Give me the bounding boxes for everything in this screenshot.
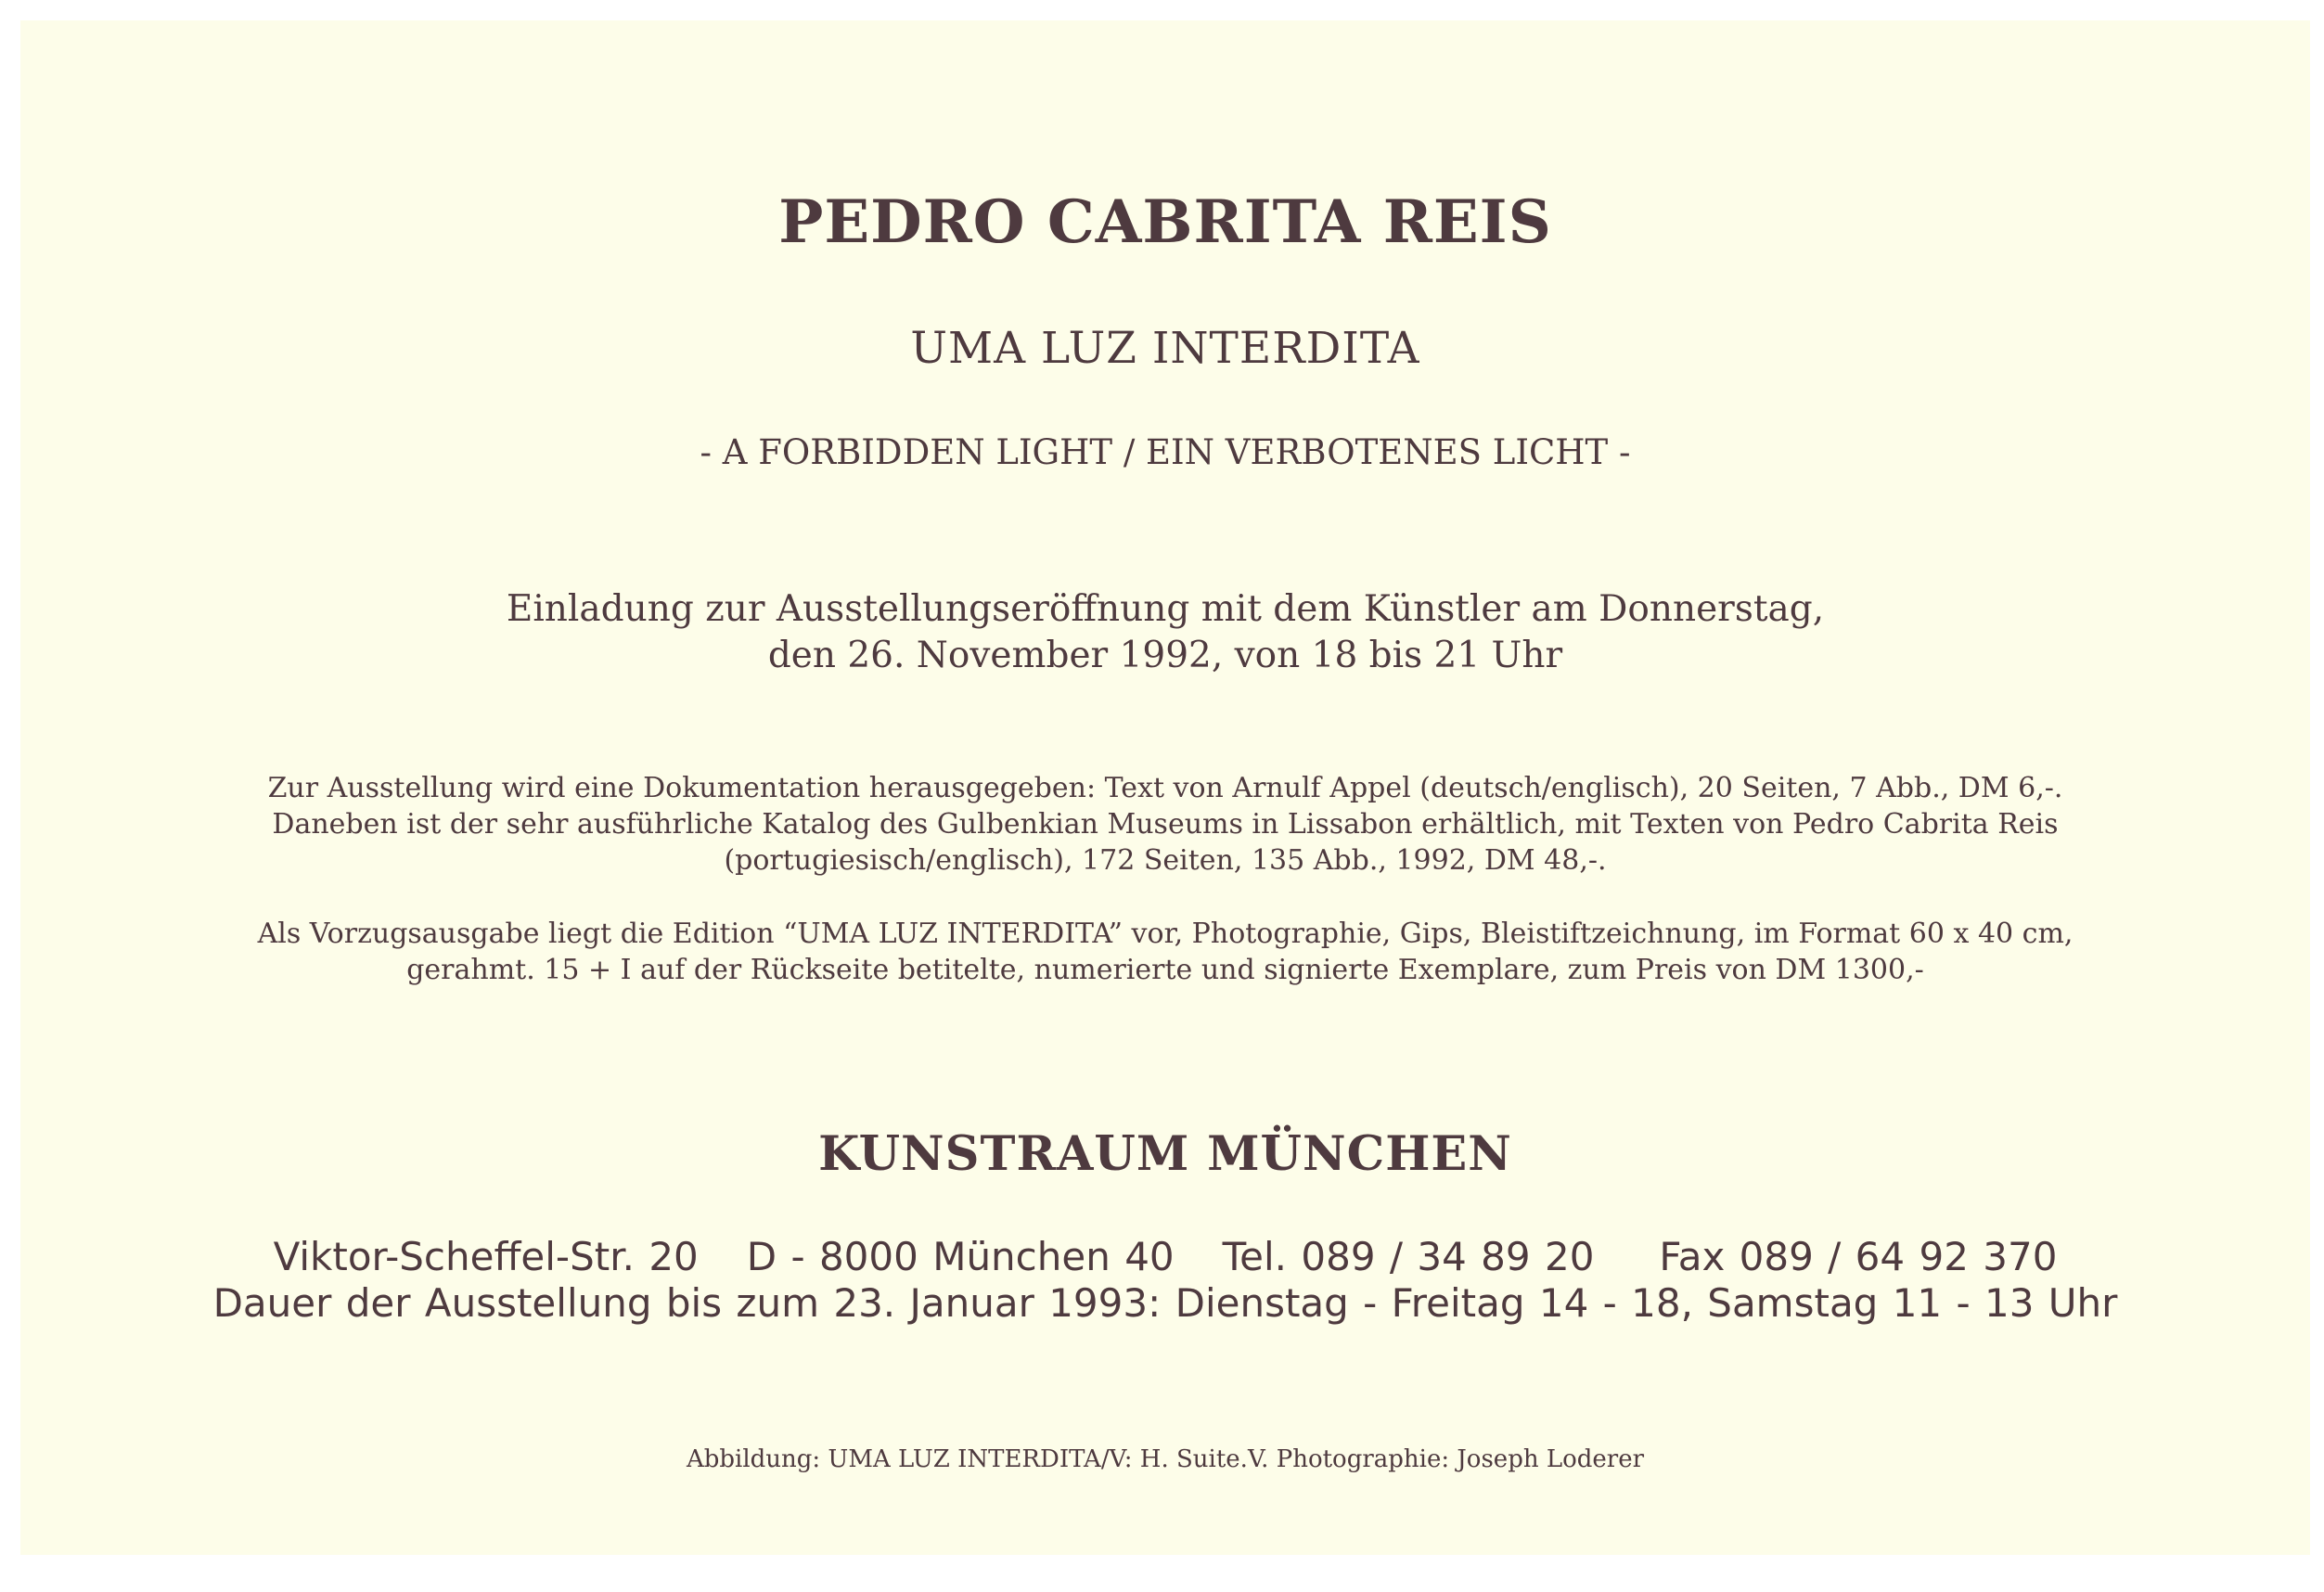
- invitation-card: [20, 20, 2310, 1555]
- documentation-line-2: Daneben ist der sehr ausführliche Katalog des Gulbenkian Museums in Lissabon erhältlich, mit Texten von Pedro Cabrita Reis: [272, 808, 2059, 841]
- edition-paragraph: [20, 916, 2310, 988]
- gallery-fax: Fax 089 / 64 92 370: [1659, 1234, 2058, 1279]
- gallery-city: D - 8000 München 40: [746, 1234, 1175, 1279]
- exhibition-title: UMA LUZ INTERDITA: [910, 323, 1420, 374]
- opening-hours: Dauer der Ausstellung bis zum 23. Januar 1993: Dienstag - Freitag 14 - 18, Samstag 11 - 13 Uhr: [212, 1280, 2118, 1326]
- documentation-line-1: Zur Ausstellung wird eine Dokumentation herausgegeben: Text von Arnulf Appel (deutsch/englisch), 20 Seiten, 7 Abb., DM 6,-.: [267, 772, 2063, 804]
- gallery-street: Viktor-Scheffel-Str. 20: [273, 1234, 699, 1279]
- edition-line-2: gerahmt. 15 + I auf der Rückseite betitelte, numerierte und signierte Exemplare, zum Preis von DM 1300,-: [406, 954, 1924, 986]
- edition-line-1: Als Vorzugsausgabe liegt die Edition “UMA LUZ INTERDITA” vor, Photographie, Gips, Bleistiftzeichnung, im Format 60 x 40 cm,: [257, 918, 2074, 950]
- artist-name: PEDRO CABRITA REIS: [778, 187, 1552, 257]
- documentation-line-3: (portugiesisch/englisch), 172 Seiten, 135 Abb., 1992, DM 48,-.: [724, 844, 1607, 877]
- gallery-contact: [20, 1234, 2310, 1327]
- contact-line: [20, 1234, 2310, 1280]
- gallery-name: KUNSTRAUM MÜNCHEN: [818, 1126, 1512, 1182]
- photo-credit: Abbildung: UMA LUZ INTERDITA/V: H. Suite.V. Photographie: Joseph Loderer: [686, 1445, 1645, 1473]
- documentation-paragraph: [20, 770, 2310, 879]
- invitation-line-2: den 26. November 1992, von 18 bis 21 Uhr: [767, 635, 1563, 676]
- exhibition-subtitle: - A FORBIDDEN LIGHT / EIN VERBOTENES LICHT -: [700, 432, 1631, 472]
- invitation-line-1: Einladung zur Ausstellungseröffnung mit dem Künstler am Donnerstag,: [506, 588, 1825, 630]
- gallery-phone: Tel. 089 / 34 89 20: [1222, 1234, 1595, 1279]
- invitation-text: [20, 586, 2310, 679]
